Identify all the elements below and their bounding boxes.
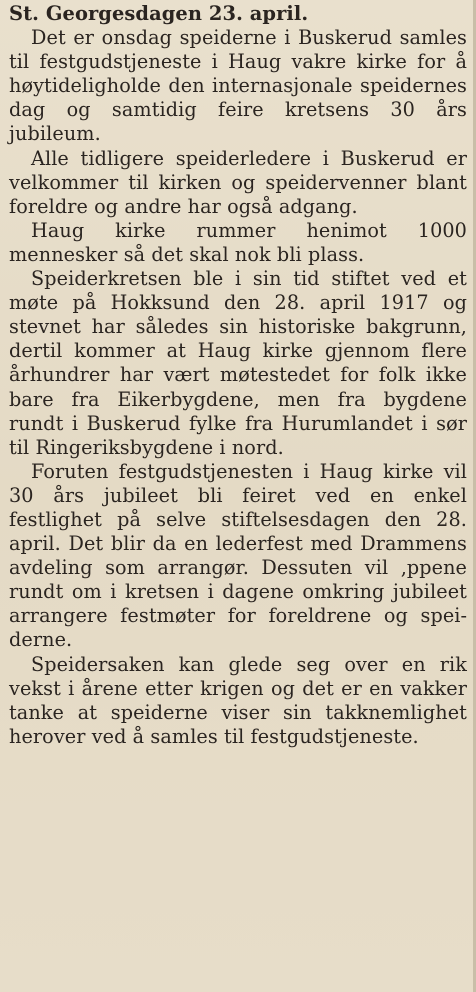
article-paragraph: Haug kirke rummer henimot 1000 mennesker så det skal nok bli plass.: [9, 218, 467, 266]
article-paragraph: Det er onsdag speiderne i Buskerud samles til festgudstjeneste i Haug vakre kirke for å høytideligholde den internasjonale speidernes dag og samtidig feire kretsens 30 års jubileum.: [9, 26, 467, 146]
article-paragraph: Speidersaken kan glede seg over en rik vekst i årene etter krigen og det er en vakker tanke at speiderne viser sin takknemlighet herover ved å samles til festgudstjeneste.: [9, 652, 467, 748]
article: [9, 2, 467, 749]
article-paragraph: Speiderkretsen ble i sin tid stiftet ved et møte på Hokksund den 28. april 1917 og stevnet har således sin historiske bakgrunn, dertil kommer at Haug kirke gjennom flere århundrer har vært møtestedet for folk ikke bare fra Eikerbygdene, men fra bygdene rundt i Buskerud fylke fra Hurumlandet i sør til Ringeriksbygdene i nord.: [9, 267, 467, 459]
article-paragraph: Alle tidligere speiderledere i Buskerud er velkommer til kirken og speidervenner blant foreldre og andre har også adgang.: [9, 146, 467, 218]
article-paragraph: Foruten festgudstjenesten i Haug kirke vil 30 års jubileet bli feiret ved en enkel festlighet på selve stiftelsesdagen den 28. april. Det blir da en lederfest med Drammens avdeling som arrangør. Dessuten vil ‚ppene rundt om i kretsen i dagene omkring jubileet arrangere festmøter for foreldrene og speiderne.: [9, 459, 467, 652]
article-headline: St. Georgesdagen 23. april.: [9, 2, 309, 25]
